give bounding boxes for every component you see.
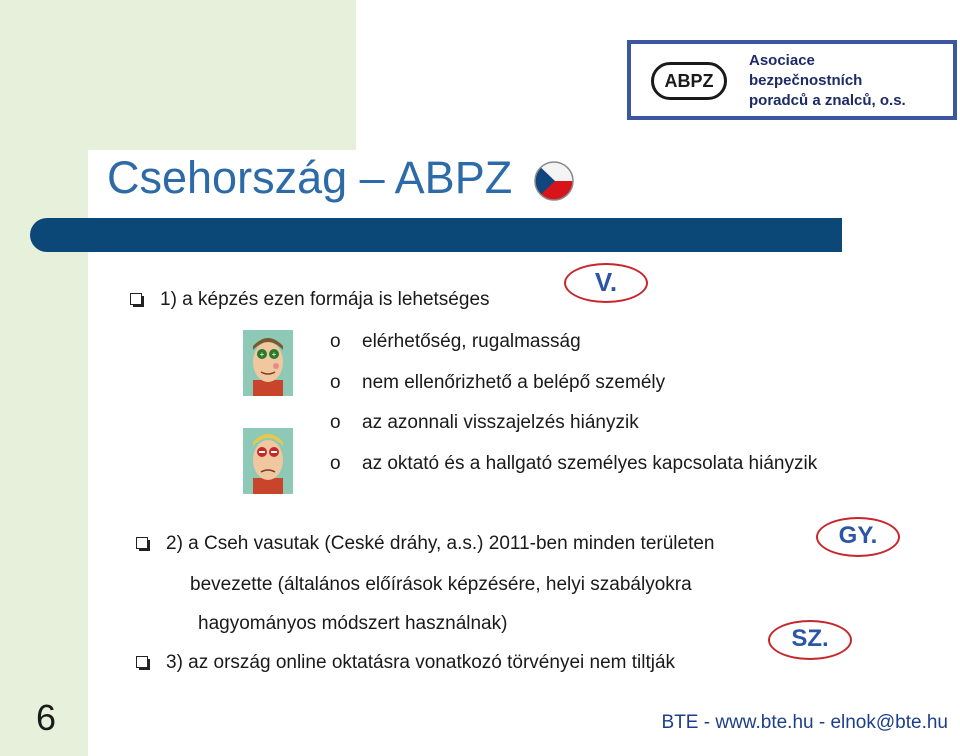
bullet-2-continuation-2: hagyományos módszert használnak): [198, 613, 508, 634]
title-divider-bar: [30, 218, 842, 252]
bullet-2: 2) a Cseh vasutak (Ceské dráhy, a.s.) 2011-ben minden területen: [166, 533, 715, 554]
sub-item-1: elérhetőség, rugalmasság: [362, 331, 581, 352]
sub-item-3: az azonnali visszajelzés hiányzik: [362, 412, 639, 433]
stamp-sz: SZ.: [768, 620, 852, 660]
sub-marker: o: [330, 453, 341, 474]
sub-marker: o: [330, 412, 341, 433]
svg-text:+: +: [271, 350, 277, 359]
sub-marker: o: [330, 331, 341, 352]
top-decor-band: [0, 0, 356, 150]
footer-text: BTE - www.bte.hu - elnok@bte.hu: [661, 712, 948, 733]
logo-line-3: poradců a znalců, o.s.: [749, 92, 906, 109]
cartoon-face-minus-icon: [243, 428, 293, 494]
bullet-3: 3) az ország online oktatásra vonatkozó törvényei nem tiltják: [166, 652, 676, 673]
logo-line-2: bezpečnostních: [749, 72, 863, 89]
bullet-1: 1) a képzés ezen formája is lehetséges: [160, 289, 490, 310]
logo-mark: ABPZ: [651, 62, 727, 100]
logo-line-1: Asociace: [749, 52, 815, 69]
bullet-2-continuation-1: bevezette (általános előírások képzésére, helyi szabályokra: [190, 574, 692, 595]
czech-flag-icon: [533, 160, 575, 202]
cartoon-face-plus-icon: [243, 330, 293, 396]
page-title: Csehország – ABPZ: [107, 152, 513, 203]
stamp-v: V.: [564, 263, 648, 303]
checkbox-bullet-icon: [136, 537, 148, 549]
sub-item-2: nem ellenőrizhető a belépő személy: [362, 372, 666, 393]
sub-marker: o: [330, 372, 341, 393]
abpz-logo: [627, 40, 957, 120]
svg-text:+: +: [259, 350, 265, 359]
sub-item-4: az oktató és a hallgató személyes kapcsolata hiányzik: [362, 453, 818, 474]
checkbox-bullet-icon: [136, 656, 148, 668]
checkbox-bullet-icon: [130, 293, 142, 305]
page-number: 6: [36, 697, 57, 738]
stamp-gy: GY.: [816, 517, 900, 557]
